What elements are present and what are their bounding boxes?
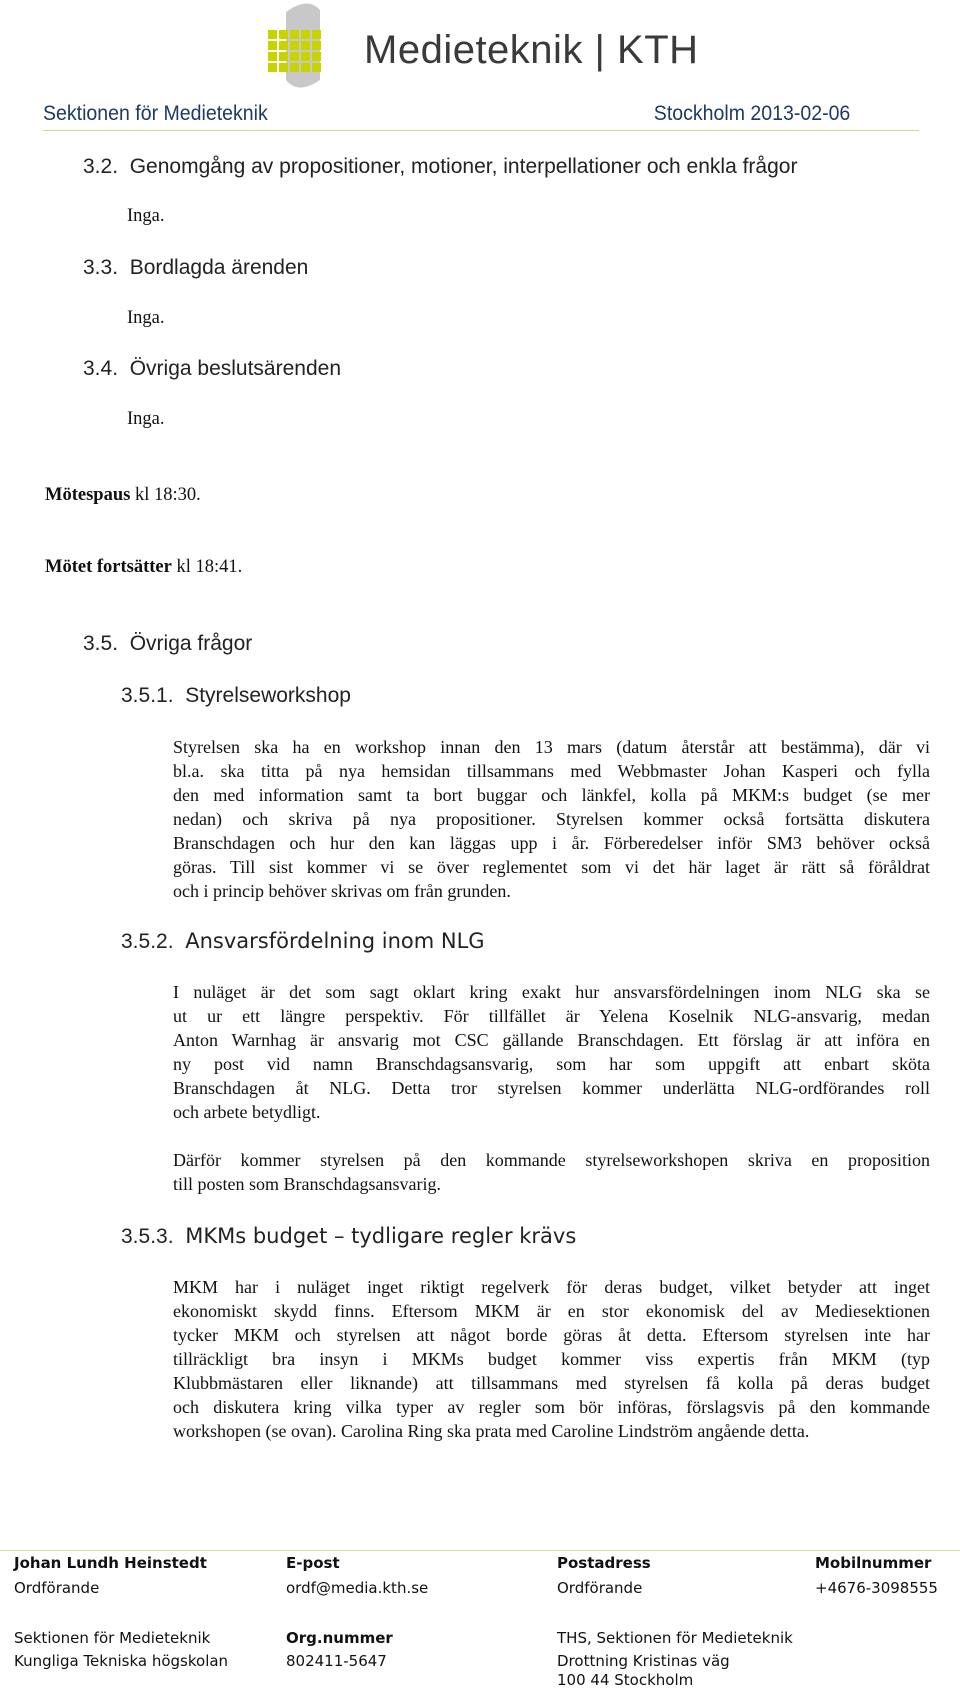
paragraph-line: tycker MKM och styrelsen att något borde göras åt detta. Eftersom styrelsen inte har: [173, 1325, 930, 1345]
paragraph-line: Styrelsen ska ha en workshop innan den 13 mars (datum återstår att bestämma), där vi: [173, 737, 930, 757]
brand-name: Medieteknik | KTH: [364, 28, 699, 72]
section-number: 3.5.: [83, 632, 119, 655]
section-number: 3.4.: [83, 357, 119, 380]
section-3-5-heading: [83, 632, 252, 656]
paragraph-line: göras. Till sist kommer vi se över reglementet som vi det här laget är rätt så föråldrat: [173, 857, 930, 877]
section-3-2-text: Inga.: [127, 206, 165, 226]
paragraph-line: Branschdagen och hur den kan läggas upp i år. Förberedelser inför SM3 behöver också: [173, 833, 930, 853]
section-3-2-heading: [83, 155, 797, 179]
section-number: 3.3.: [83, 256, 119, 279]
meeting-pause-time: kl 18:30.: [130, 485, 201, 505]
paragraph-line: ekonomiskt skydd finns. Eftersom MKM är en stor ekonomisk del av Mediesektionen: [173, 1301, 930, 1321]
footer-mobile-label: Mobilnummer: [815, 1554, 932, 1572]
section-3-5-3-paragraph: [173, 1275, 930, 1443]
section-number: 3.2.: [83, 155, 119, 178]
paragraph-line: Branschdagen åt NLG. Detta tror styrelsen kommer underlätta NLG-ordförandes roll: [173, 1078, 930, 1098]
section-3-4-text: Inga.: [127, 409, 165, 429]
footer-contact-name: Johan Lundh Heinstedt: [14, 1554, 207, 1572]
footer-email-label: E-post: [286, 1554, 340, 1572]
paragraph-line: MKM har i nuläget inget riktigt regelverk för deras budget, vilket betyder att inget: [173, 1277, 930, 1297]
header-place-date: Stockholm 2013-02-06: [653, 102, 850, 125]
section-3-5-1-paragraph: [173, 735, 930, 903]
paragraph-line: Klubbmästaren eller liknande) att tillsammans med styrelsen få kolla på deras budget: [173, 1373, 930, 1393]
footer-address-line-2: Drottning Kristinas väg: [557, 1652, 730, 1670]
paragraph-line: och arbete betydligt.: [173, 1102, 321, 1122]
meeting-pause-label: Mötespaus: [45, 485, 131, 505]
footer-mobile-value: +4676-3098555: [815, 1579, 938, 1597]
section-3-3-text: Inga.: [127, 308, 165, 328]
footer-postal-value: Ordförande: [557, 1579, 643, 1597]
section-title: Genomgång av propositioner, motioner, interpellationer och enkla frågor: [129, 155, 798, 178]
paragraph-line: I nuläget är det som sagt oklart kring exakt hur ansvarsfördelningen inom NLG ska se: [173, 982, 930, 1002]
section-3-4-heading: [83, 357, 341, 381]
paragraph-line: ny post vid namn Branschdagsansvarig, som har som uppgift att enbart sköta: [173, 1054, 930, 1074]
paragraph-line: Därför kommer styrelsen på den kommande styrelseworkshopen skriva en proposition: [173, 1150, 930, 1170]
section-3-5-3-heading: [121, 1224, 576, 1249]
paragraph-line: och i princip behöver skrivas om från grunden.: [173, 881, 511, 901]
paragraph-line: till posten som Branschdagsansvarig.: [173, 1174, 441, 1194]
section-title: MKMs budget – tydligare regler krävs: [185, 1224, 577, 1248]
paragraph-line: nedan) och skriva på nya propositioner. Styrelsen kommer också fortsätta diskutera: [173, 809, 930, 829]
logo-mark-icon: [268, 3, 321, 87]
meeting-resume-label: Mötet fortsätter: [45, 557, 172, 577]
paragraph-line: och diskutera kring vilka typer av regler som bör införas, förslagsvis på den kommande: [173, 1397, 930, 1417]
section-number: 3.5.3.: [121, 1225, 174, 1248]
paragraph-line: ut ur ett längre perspektiv. För tillfället är Yelena Koselnik NLG-ansvarig, medan: [173, 1006, 930, 1026]
paragraph-line: bl.a. ska titta på nya hemsidan tillsammans med Webbmaster Johan Kasperi och fylla: [173, 761, 930, 781]
paragraph-line: tillräckligt bra insyn i MKMs budget kommer viss expertis från MKM (typ: [173, 1349, 930, 1369]
section-number: 3.5.1.: [121, 684, 174, 707]
meeting-resume-time: kl 18:41.: [171, 557, 243, 577]
footer-divider: [0, 1550, 960, 1551]
section-title: Övriga beslutsärenden: [129, 357, 341, 380]
footer-orgnumber-label: Org.nummer: [286, 1629, 393, 1647]
section-title: Bordlagda ärenden: [129, 256, 309, 279]
section-title: Övriga frågor: [129, 632, 253, 655]
section-title: Styrelseworkshop: [185, 684, 351, 707]
section-3-5-2-paragraph-1: [173, 980, 930, 1124]
footer-org-university: Kungliga Tekniska högskolan: [14, 1652, 229, 1670]
header-divider: [43, 130, 919, 131]
meeting-resume: [45, 555, 242, 579]
section-number: 3.5.2.: [121, 930, 174, 953]
footer-address-line-1: THS, Sektionen för Medieteknik: [557, 1629, 793, 1647]
footer-address-line-3: 100 44 Stockholm: [557, 1671, 694, 1689]
header-section-name: Sektionen för Medieteknik: [43, 102, 268, 125]
meeting-pause: [45, 483, 201, 507]
paragraph-line: Anton Warnhag är ansvarig mot CSC gällande Branschdagen. Ett förslag är att införa en: [173, 1030, 930, 1050]
footer-email-value[interactable]: ordf@media.kth.se: [286, 1579, 429, 1597]
paragraph-line: den med information samt ta bort buggar och länkfel, kolla på MKM:s budget (se mer: [173, 785, 930, 805]
section-title: Ansvarsfördelning inom NLG: [185, 929, 485, 953]
footer-org-name: Sektionen för Medieteknik: [14, 1629, 211, 1647]
footer-postal-label: Postadress: [557, 1554, 651, 1572]
paragraph-line: workshopen (se ovan). Carolina Ring ska prata med Caroline Lindström angående detta.: [173, 1421, 810, 1441]
section-3-5-1-heading: [121, 684, 351, 708]
footer-contact-role: Ordförande: [14, 1579, 100, 1597]
section-3-3-heading: [83, 256, 308, 280]
footer-orgnumber-value: 802411-5647: [286, 1652, 387, 1670]
section-3-5-2-heading: [121, 929, 485, 954]
section-3-5-2-paragraph-2: [173, 1148, 930, 1196]
